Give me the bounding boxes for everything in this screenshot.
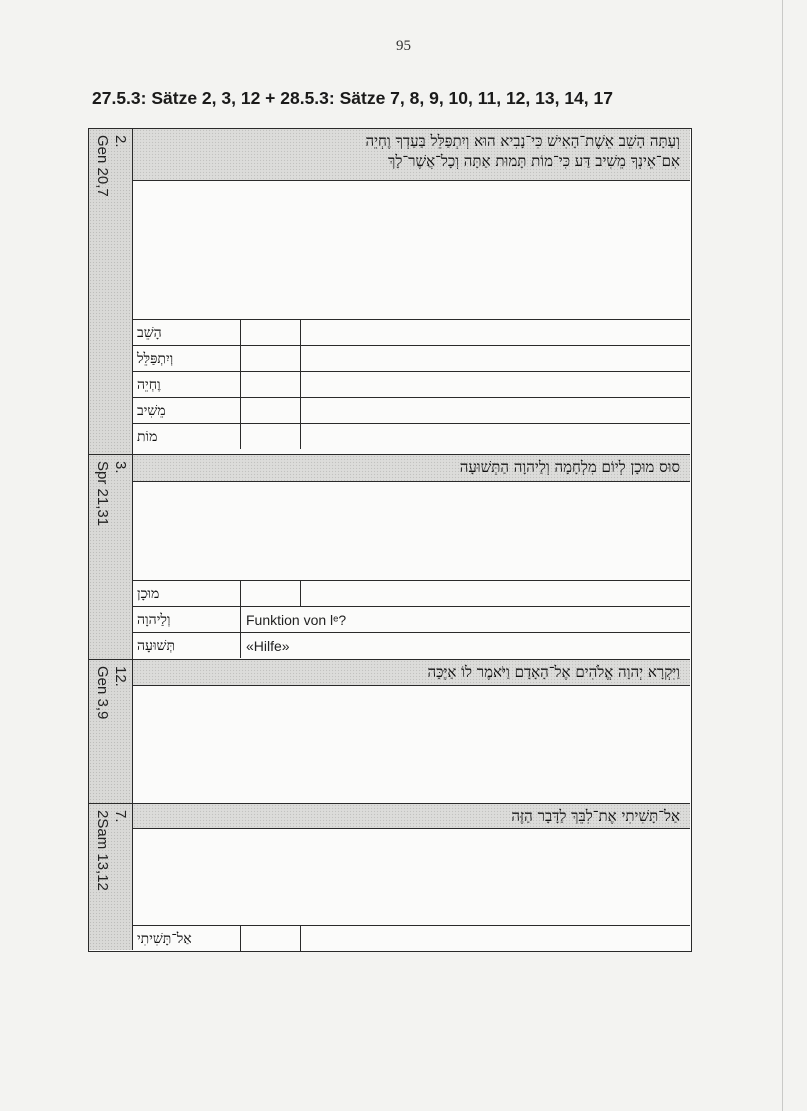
answer-cell[interactable] bbox=[241, 424, 301, 449]
block-side-label bbox=[89, 455, 133, 659]
answer-cell[interactable] bbox=[241, 926, 301, 951]
sentence-number: 7. bbox=[111, 810, 129, 823]
hebrew-word: וְיִתְפַּלֵּל bbox=[133, 346, 241, 371]
answer-cell[interactable] bbox=[301, 346, 690, 371]
bible-reference: Gen 3,9 bbox=[93, 666, 111, 720]
bible-reference: Gen 20,7 bbox=[93, 135, 111, 197]
answer-cell[interactable] bbox=[301, 320, 690, 345]
hebrew-word: וְלַיהוָה bbox=[133, 607, 241, 632]
exercise-block-gen-3-9 bbox=[89, 659, 690, 803]
word-row bbox=[133, 925, 690, 951]
answer-cell[interactable] bbox=[301, 424, 690, 449]
page-heading: 27.5.3: Sätze 2, 3, 12 + 28.5.3: Sätze 7, 8, 9, 10, 11, 12, 13, 14, 17 bbox=[92, 88, 613, 108]
translation-writing-area[interactable] bbox=[133, 181, 690, 319]
answer-cell[interactable] bbox=[301, 398, 690, 423]
word-row bbox=[133, 345, 690, 371]
word-row bbox=[133, 319, 690, 345]
page-number: 95 bbox=[396, 38, 411, 54]
answer-cell[interactable] bbox=[301, 372, 690, 397]
word-analysis-rows bbox=[133, 319, 690, 449]
hebrew-word: מוּכָן bbox=[133, 581, 241, 606]
word-analysis-rows bbox=[133, 580, 690, 658]
word-row bbox=[133, 371, 690, 397]
hebrew-word: הָשֵׁב bbox=[133, 320, 241, 345]
answer-cell[interactable] bbox=[301, 581, 690, 606]
sentence-number: 3. bbox=[111, 461, 129, 474]
translation-writing-area[interactable] bbox=[133, 829, 690, 925]
block-side-label bbox=[89, 660, 133, 803]
exercise-table bbox=[88, 128, 692, 952]
word-row bbox=[133, 606, 690, 632]
hebrew-verse bbox=[133, 129, 690, 181]
answer-cell[interactable] bbox=[241, 346, 301, 371]
word-note: «Hilfe» bbox=[246, 638, 290, 654]
hebrew-word: תְּשׁוּעָה bbox=[133, 633, 241, 658]
hebrew-verse-line: וַיִּקְרָא יְהוָה אֱלֹהִים אֶל־הָאָדָם וַיֹּאמֶר לוֹ אַיֶּכָּה bbox=[427, 663, 680, 681]
block-side-label bbox=[89, 129, 133, 454]
answer-cell[interactable] bbox=[241, 581, 301, 606]
hebrew-word: וֶחְיֵה bbox=[133, 372, 241, 397]
hebrew-verse-line: סוּס מוּכָן לְיוֹם מִלְחָמָה וְלַיהוָה הַתְּשׁוּעָה bbox=[459, 458, 680, 476]
answer-cell[interactable] bbox=[301, 926, 690, 951]
bible-reference: 2Sam 13,12 bbox=[93, 810, 111, 891]
word-row bbox=[133, 423, 690, 449]
word-row bbox=[133, 632, 690, 658]
translation-writing-area[interactable] bbox=[133, 686, 690, 804]
answer-cell[interactable] bbox=[241, 320, 301, 345]
hebrew-word: מֵשִׁיב bbox=[133, 398, 241, 423]
hebrew-verse bbox=[133, 660, 690, 686]
sentence-number: 12. bbox=[111, 666, 129, 687]
answer-cell[interactable] bbox=[241, 372, 301, 397]
hebrew-verse-line: אַל־תָּשִׁיתִי אֶת־לִבֵּךְ לַדָּבָר הַזֶּה bbox=[511, 807, 680, 825]
answer-cell[interactable] bbox=[241, 398, 301, 423]
exercise-block-2sam-13-12 bbox=[89, 803, 690, 950]
word-analysis-rows bbox=[133, 925, 690, 951]
hebrew-word: מוֹת bbox=[133, 424, 241, 449]
hebrew-verse bbox=[133, 455, 690, 482]
hebrew-verse-line: וְעַתָּה הָשֵׁב אֵשֶׁת־הָאִישׁ כִּי־נָבִיא הוּא וְיִתְפַּלֵּל בַּעַדְךָ וֶחְיֵה bbox=[365, 132, 680, 150]
hebrew-verse-line: אִם־אֵינְךָ מֵשִׁיב דַּע כִּי־מוֹת תָּמוּת אַתָּה וְכָל־אֲשֶׁר־לָךְ bbox=[387, 152, 680, 170]
translation-writing-area[interactable] bbox=[133, 482, 690, 580]
exercise-block-gen-20-7 bbox=[89, 129, 690, 454]
word-note: Funktion von lᵉ? bbox=[246, 612, 347, 628]
hebrew-word: אַל־תָּשִׁיתִי bbox=[133, 926, 241, 951]
hebrew-verse bbox=[133, 804, 690, 829]
scan-edge-line bbox=[782, 0, 783, 1111]
bible-reference: Spr 21,31 bbox=[93, 461, 111, 527]
word-row bbox=[133, 397, 690, 423]
word-row bbox=[133, 580, 690, 606]
sentence-number: 2. bbox=[111, 135, 129, 148]
block-side-label bbox=[89, 804, 133, 950]
exercise-block-spr-21-31 bbox=[89, 454, 690, 659]
